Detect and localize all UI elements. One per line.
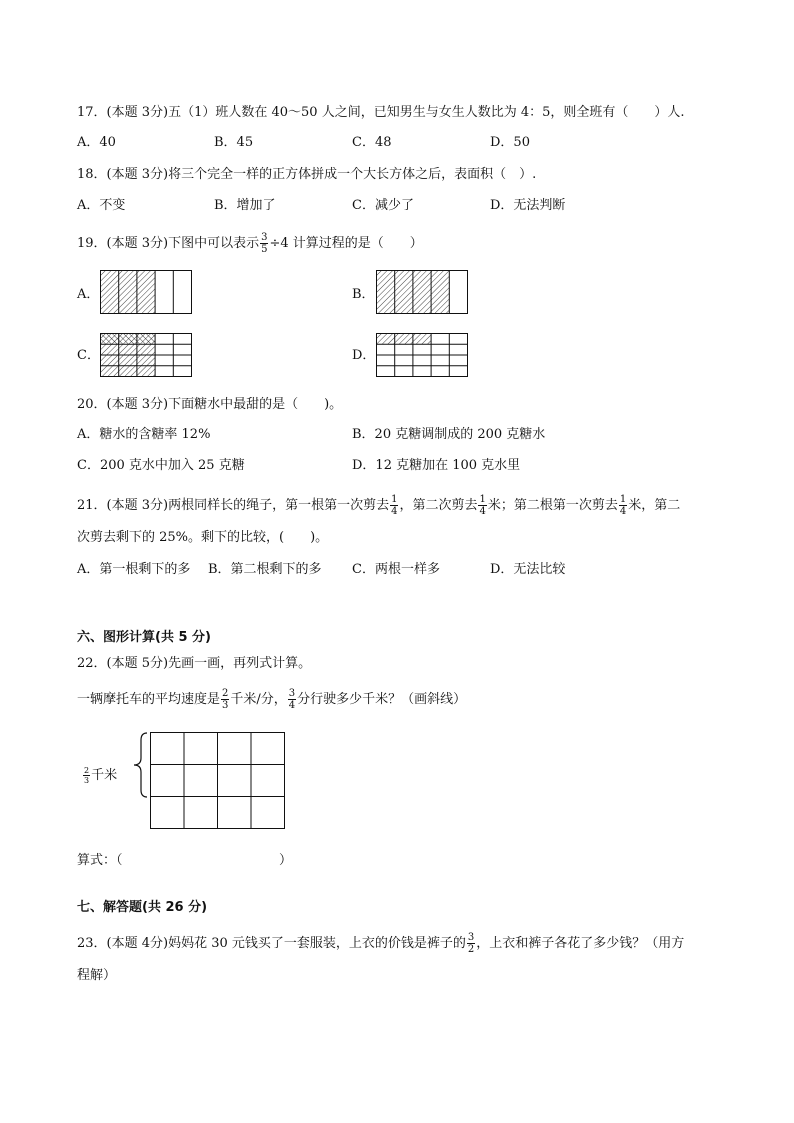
q22-problem bbox=[77, 688, 466, 711]
q17-option-d[interactable]: D．50 bbox=[490, 135, 530, 150]
q22-side-label bbox=[82, 766, 117, 785]
q20-option-a[interactable]: A．糖水的含糖率 12% bbox=[77, 427, 211, 442]
section-7-title: 七、解答题(共 26 分) bbox=[77, 900, 208, 915]
q22-line-c: 分行驶多少千米？（画斜线） bbox=[297, 692, 467, 707]
q19-label-d[interactable]: D． bbox=[352, 348, 376, 363]
q23-stem-line2: 程解） bbox=[77, 968, 117, 983]
q19-stem-after: ÷4 计算过程的是（ ） bbox=[269, 236, 423, 251]
q23-stem-line1 bbox=[77, 932, 684, 955]
q17-option-c[interactable]: C．48 bbox=[352, 135, 392, 150]
q19-label-a[interactable]: A． bbox=[77, 287, 100, 302]
q21-part3: 米；第二根第一次剪去 bbox=[487, 498, 618, 513]
q21-fraction-3: $\frac{1}{4}$ bbox=[619, 494, 627, 517]
q21-fraction-1: $\frac{1}{4}$ bbox=[391, 494, 398, 517]
q21-option-b[interactable]: B．第二根剩下的多 bbox=[208, 562, 322, 577]
q23-fraction: $\frac{3}{2}$ bbox=[467, 932, 475, 955]
q17-option-b[interactable]: B．45 bbox=[214, 135, 254, 150]
q21-part1: 21．(本题 3分)两根同样长的绳子，第一根第一次剪去 bbox=[77, 498, 390, 513]
q19-stem-before: 19．(本题 3分)下图中可以表示 bbox=[77, 236, 260, 251]
q22-drawing-grid[interactable] bbox=[150, 732, 285, 829]
q22-side-fraction: $\frac{2}{3}$ bbox=[84, 766, 90, 785]
q19-stem bbox=[77, 232, 423, 255]
section-6-title: 六、图形计算(共 5 分) bbox=[77, 630, 211, 645]
q23-part1: 23．(本题 4分)妈妈花 30 元钱买了一套服装，上衣的价钱是裤子的 bbox=[77, 936, 466, 951]
q19-figure-b[interactable] bbox=[376, 270, 468, 314]
q19-fraction: $\frac{3}{5}$ bbox=[261, 232, 268, 255]
q21-stem-line1 bbox=[77, 494, 680, 517]
q19-label-c[interactable]: C． bbox=[77, 348, 100, 363]
q18-option-d[interactable]: D．无法判断 bbox=[490, 198, 566, 213]
q22-formula-input[interactable] bbox=[136, 852, 276, 870]
q21-part4: 米，第二 bbox=[628, 498, 681, 513]
q21-stem-line2: 次剪去剩下的 25%。剩下的比较，( )。 bbox=[77, 530, 329, 545]
q22-line-a: 一辆摩托车的平均速度是 bbox=[77, 692, 221, 707]
q22-formula-label: 算式：（ bbox=[77, 853, 123, 868]
q22-side-unit: 千米 bbox=[91, 768, 118, 783]
q20-option-b[interactable]: B．20 克糖调制成的 200 克糖水 bbox=[352, 427, 546, 442]
q21-option-c[interactable]: C．两根一样多 bbox=[352, 562, 440, 577]
q19-figure-c[interactable] bbox=[100, 333, 192, 377]
q22-stem: 22．(本题 5分)先画一画，再列式计算。 bbox=[77, 656, 312, 671]
q17-stem: 17．(本题 3分)五（1）班人数在 40～50 人之间，已知男生与女生人数比为 4：5，则全班有（ ）人. bbox=[77, 105, 685, 120]
q22-fraction-2: $\frac{3}{4}$ bbox=[288, 688, 296, 711]
q21-fraction-2: $\frac{1}{4}$ bbox=[479, 494, 486, 517]
q18-stem: 18．(本题 3分)将三个完全一样的正方体拼成一个大长方体之后，表面积（ ）. bbox=[77, 167, 537, 182]
q21-option-d[interactable]: D．无法比较 bbox=[490, 562, 566, 577]
q20-option-d[interactable]: D．12 克糖加在 100 克水里 bbox=[352, 458, 521, 473]
q21-part2: ，第二次剪去 bbox=[399, 498, 478, 513]
q19-label-b[interactable]: B． bbox=[352, 287, 375, 302]
q18-option-b[interactable]: B．增加了 bbox=[214, 198, 276, 213]
q22-fraction-1: $\frac{2}{3}$ bbox=[222, 688, 229, 711]
q22-line-b: 千米/分， bbox=[230, 692, 287, 707]
q18-option-a[interactable]: A．不变 bbox=[77, 198, 126, 213]
q20-option-c[interactable]: C．200 克水中加入 25 克糖 bbox=[77, 458, 245, 473]
q19-figure-a[interactable] bbox=[100, 270, 192, 314]
q19-figure-d[interactable] bbox=[376, 333, 468, 377]
q21-option-a[interactable]: A．第一根剩下的多 bbox=[77, 562, 191, 577]
q23-part2: ，上衣和裤子各花了多少钱？（用方 bbox=[476, 936, 685, 951]
q22-brace-icon bbox=[130, 732, 150, 798]
q17-option-a[interactable]: A．40 bbox=[77, 135, 116, 150]
q22-formula-close: ） bbox=[279, 853, 293, 868]
q18-option-c[interactable]: C．减少了 bbox=[352, 198, 414, 213]
q20-stem: 20．(本题 3分)下面糖水中最甜的是（ )。 bbox=[77, 397, 343, 412]
